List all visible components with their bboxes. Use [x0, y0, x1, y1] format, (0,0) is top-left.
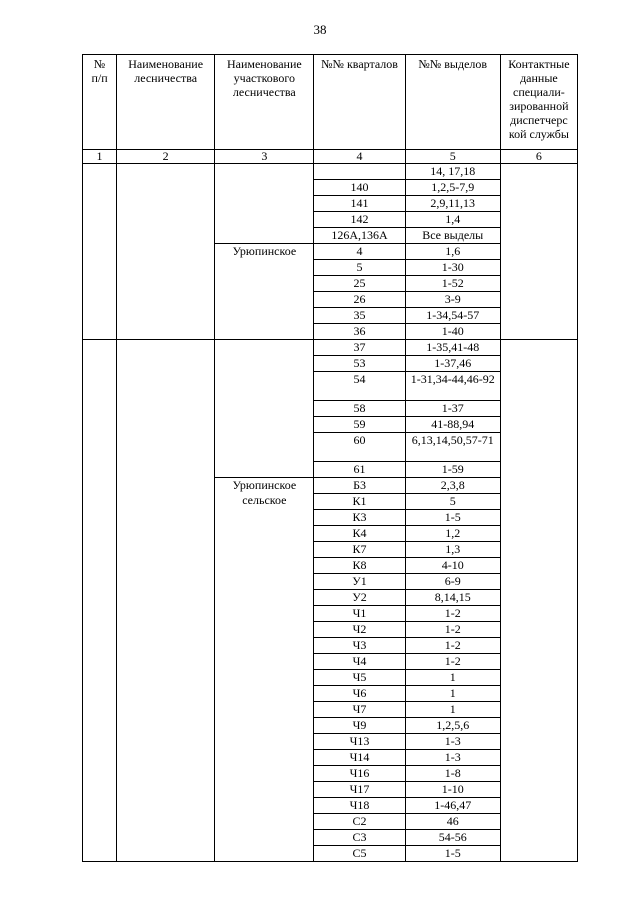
quarter-cell: К8 [314, 558, 405, 574]
district-forestry-cell [215, 340, 314, 478]
district-forestry-cell: Урюпинское [215, 244, 314, 340]
quarter-cell: 142 [314, 212, 405, 228]
plots-cell: 1-3 [405, 734, 500, 750]
header-row [83, 55, 578, 150]
plots-cell: 4-10 [405, 558, 500, 574]
quarter-cell: К7 [314, 542, 405, 558]
quarter-cell: 126А,136А [314, 228, 405, 244]
quarter-cell: 25 [314, 276, 405, 292]
contacts-cell [500, 340, 577, 862]
plots-cell: 14, 17,18 [405, 164, 500, 180]
quarter-cell: 140 [314, 180, 405, 196]
quarter-cell: 36 [314, 324, 405, 340]
quarter-cell: К3 [314, 510, 405, 526]
forestry-cell [117, 164, 215, 340]
quarter-cell: Ч17 [314, 782, 405, 798]
plots-cell: 1,2 [405, 526, 500, 542]
plots-cell: 2,9,11,13 [405, 196, 500, 212]
header-forestry: Наименование лесничества [117, 55, 215, 150]
plots-cell: 1-30 [405, 260, 500, 276]
quarter-cell: Ч7 [314, 702, 405, 718]
quarter-cell: К1 [314, 494, 405, 510]
plots-cell: 5 [405, 494, 500, 510]
district-forestry-cell [215, 164, 314, 244]
plots-cell: 1-2 [405, 606, 500, 622]
plots-cell: 1,4 [405, 212, 500, 228]
quarter-cell: Ч5 [314, 670, 405, 686]
quarter-cell: 53 [314, 356, 405, 372]
plots-cell: 1-3 [405, 750, 500, 766]
quarter-cell: 61 [314, 462, 405, 478]
header-plots: №№ выделов [405, 55, 500, 150]
header-contacts: Контактные данные специали-зированной диспетчерс кой службы [500, 55, 577, 150]
plots-cell: 1-52 [405, 276, 500, 292]
plots-cell: 1-31,34-44,46-92 [405, 372, 500, 401]
quarter-cell: Ч2 [314, 622, 405, 638]
quarter-cell: Ч4 [314, 654, 405, 670]
plots-cell: 2,3,8 [405, 478, 500, 494]
column-number: 1 [83, 150, 117, 164]
quarter-cell: 54 [314, 372, 405, 401]
contacts-cell [500, 164, 577, 340]
quarter-cell: Ч14 [314, 750, 405, 766]
plots-cell: 1-10 [405, 782, 500, 798]
plots-cell: 1 [405, 686, 500, 702]
plots-cell: 1-34,54-57 [405, 308, 500, 324]
plots-cell: 41-88,94 [405, 417, 500, 433]
quarter-cell: 4 [314, 244, 405, 260]
column-number: 2 [117, 150, 215, 164]
forestry-cell [117, 340, 215, 862]
quarter-cell: Ч3 [314, 638, 405, 654]
plots-cell: 1,2,5,6 [405, 718, 500, 734]
plots-cell: 3-9 [405, 292, 500, 308]
quarter-cell: 37 [314, 340, 405, 356]
plots-cell: 1-35,41-48 [405, 340, 500, 356]
column-number: 6 [500, 150, 577, 164]
plots-cell: 1-37 [405, 401, 500, 417]
quarter-cell: 58 [314, 401, 405, 417]
column-number: 3 [215, 150, 314, 164]
plots-cell: 8,14,15 [405, 590, 500, 606]
number-cell [83, 164, 117, 340]
plots-cell: 1-2 [405, 654, 500, 670]
quarter-cell: 26 [314, 292, 405, 308]
quarter-cell: С2 [314, 814, 405, 830]
quarter-cell: Ч16 [314, 766, 405, 782]
quarter-cell: 59 [314, 417, 405, 433]
plots-cell: 54-56 [405, 830, 500, 846]
quarter-cell: 60 [314, 433, 405, 462]
plots-cell: 1-8 [405, 766, 500, 782]
quarter-cell [314, 164, 405, 180]
quarter-cell: С3 [314, 830, 405, 846]
plots-cell: 1,2,5-7,9 [405, 180, 500, 196]
quarter-cell: Ч9 [314, 718, 405, 734]
quarter-cell: Ч1 [314, 606, 405, 622]
district-forestry-cell: Урюпинское сельское [215, 478, 314, 862]
table-row [83, 340, 578, 356]
column-number-row [83, 150, 578, 164]
plots-cell: 1-40 [405, 324, 500, 340]
table-body [83, 164, 578, 862]
plots-cell: 1-5 [405, 846, 500, 862]
plots-cell: 1-37,46 [405, 356, 500, 372]
quarter-cell: С5 [314, 846, 405, 862]
header-quarters: №№ кварталов [314, 55, 405, 150]
column-number: 4 [314, 150, 405, 164]
quarter-cell: Ч6 [314, 686, 405, 702]
plots-cell: 1,3 [405, 542, 500, 558]
number-cell [83, 340, 117, 862]
quarter-cell: Ч18 [314, 798, 405, 814]
plots-cell: 1-2 [405, 622, 500, 638]
header-district-forestry: Наименование участкового лесничества [215, 55, 314, 150]
plots-cell: 1-46,47 [405, 798, 500, 814]
plots-cell: 1,6 [405, 244, 500, 260]
quarter-cell: К4 [314, 526, 405, 542]
quarter-cell: У2 [314, 590, 405, 606]
forestry-table [82, 54, 578, 862]
quarter-cell: Б3 [314, 478, 405, 494]
page-number: 38 [313, 22, 327, 37]
plots-cell: Все выделы [405, 228, 500, 244]
plots-cell: 1-2 [405, 638, 500, 654]
plots-cell: 1-59 [405, 462, 500, 478]
header-number: № п/п [83, 55, 117, 150]
quarter-cell: У1 [314, 574, 405, 590]
quarter-cell: Ч13 [314, 734, 405, 750]
quarter-cell: 5 [314, 260, 405, 276]
plots-cell: 6,13,14,50,57-71 [405, 433, 500, 462]
table-row [83, 164, 578, 180]
plots-cell: 46 [405, 814, 500, 830]
quarter-cell: 35 [314, 308, 405, 324]
plots-cell: 6-9 [405, 574, 500, 590]
plots-cell: 1 [405, 670, 500, 686]
plots-cell: 1-5 [405, 510, 500, 526]
quarter-cell: 141 [314, 196, 405, 212]
plots-cell: 1 [405, 702, 500, 718]
column-number: 5 [405, 150, 500, 164]
